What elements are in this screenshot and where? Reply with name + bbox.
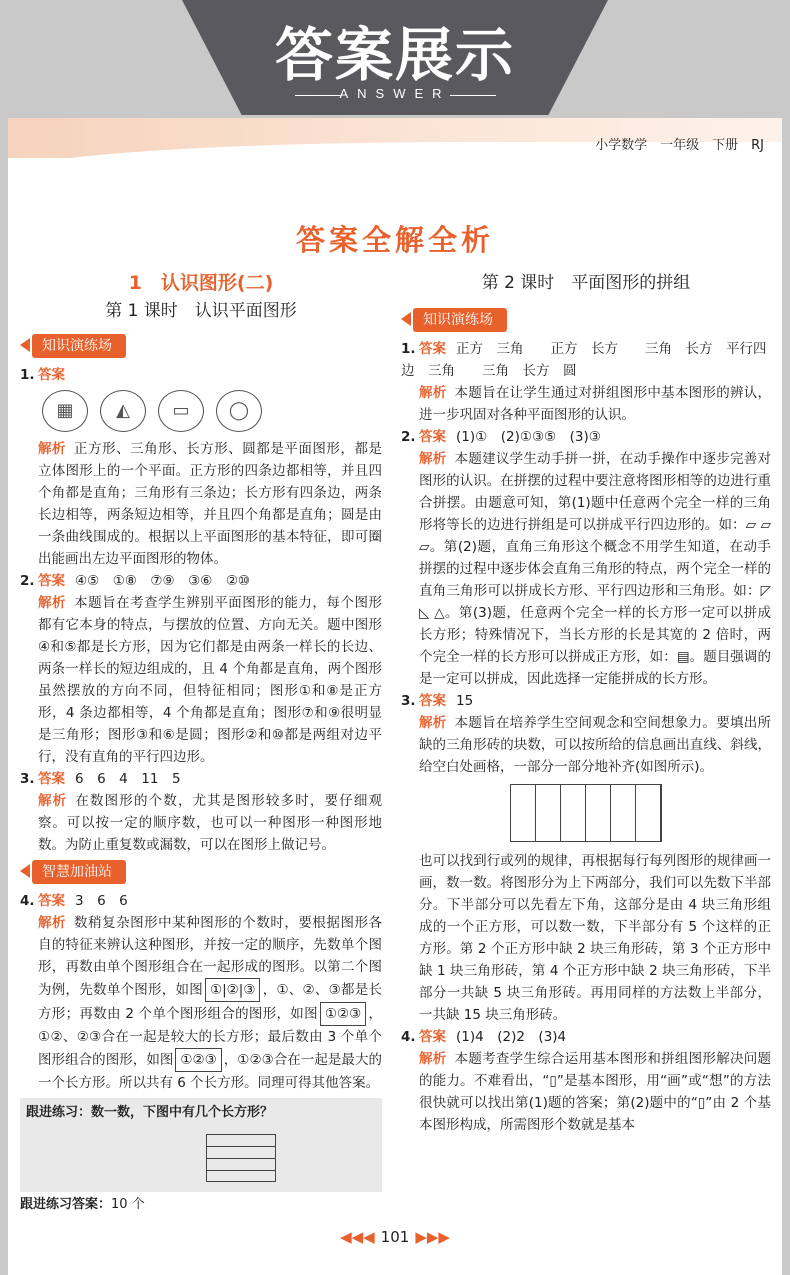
figure-box: ①②③ [175,1048,221,1072]
question-2 [20,570,382,768]
answer-label: 答案 [38,893,65,909]
question-4 [401,1026,771,1136]
page-header [0,0,790,118]
header-subtitle: ANSWER [339,86,451,101]
question-number: 2. [401,429,416,445]
analysis-text: 正方形、三角形、长方形、圆都是平面图形，都是立体图形上的一个平面。正方形的四条边都相等，并且四个角都是直角；三角形有三条边；长方形有四条边，两条长边相等，两条短边相等，并且四个角都是直角；圆是由一条曲线围成的。根据以上平面图形的基本特征，即可圈出能画出左边平面图形的物体。 [38,441,383,567]
analysis-label: 解析 [38,793,68,809]
analysis-text: 数稍复杂图形中某种图形的个数时，要根据图形各自的特征来辨认这种图形，并按一定的顺序，先数单个图形，再数由单个图形组合在一起形成的图形。以第二个图为例，先数单个图形，如图 [38,915,383,998]
answer-text: 3 6 6 [75,893,128,909]
chapter-title: 1 认识图形(二) [128,272,274,294]
analysis-text: 本题旨在考查学生辨别平面图形的能力，每个图形都有它本身的特点，与摆放的位置、方向无关。题中图形④和⑤都是长方形，因为它们都是由两条一样长的长边、两条一样长的短边组成的，且 4 个角都是直角，两个图形虽然摆放的方向不同，但特征相同；图形①和⑧是正方形，4 条边都相等，4 个角都是直角；图形⑦和⑨很明显是三角形；图形③和⑥是圆；图形②和⑩都是两组对边平行，没有直角的平行四边形。 [38,595,383,765]
figure-box: ①|②|③ [205,978,260,1002]
analysis-text: 本题考查学生综合运用基本图形和拼组图形解决问题的能力。不难看出，“▯”是基本图形，用“画”或“想”的方法很快就可以找出第(1)题的答案；第(2)题中的“▯”由 2 个基本图形构成，所需图形个数就是基本 [419,1051,772,1133]
answer-label: 答案 [419,693,446,709]
cube-icon: ▦ [42,390,88,432]
question-2 [401,426,771,690]
question-number: 3. [401,693,416,709]
rectangle-figure [206,1134,276,1182]
question-number: 4. [20,893,35,909]
box-icon: ▭ [158,390,204,432]
tile-grid-figure [510,784,662,842]
answer-label: 答案 [38,573,65,589]
answer-text: 正方 三角 正方 长方 三角 长方 平行四边 三角 三角 长方 圆 [401,341,767,379]
analysis-text: 也可以找到行或列的规律，再根据每行每列图形的规律画一画，数一数。将图形分为上下两部分，我们可以先数下半部分。下半部分可以先看左下角，这部分是由 4 块三角形组成的一个正方形，可以数一数，下半部分有 5 个这样的正方形。第 2 个正方形中缺 2 块三角形砖，第 3 个正方形中缺 1 块三角形砖，第 4 个正方形中缺 2 块三角形砖，下半部分一共缺 5 块三角形砖。再用同样的方法数上半部分，一共缺 15 块三角形砖。 [419,853,771,1023]
analysis-label: 解析 [38,595,67,611]
next-arrows-icon: ▶▶▶ [415,1228,450,1246]
answer-label: 答案 [419,1029,446,1045]
analysis-text: 本题旨在让学生通过对拼组图形中基本图形的辨认，进一步巩固对各种平面图形的认识。 [419,385,772,423]
question-number: 1. [20,367,35,383]
answer-label: 答案 [38,367,65,383]
answer-text: ④⑤ ①⑧ ⑦⑨ ③⑥ ②⑩ [75,573,251,589]
question-1 [401,338,771,426]
analysis-text: ，①②③合在一起是最大的一个长方形。所以共有 6 个长方形。同理可得其他答案。 [38,1052,383,1091]
main-title: 答案全解全析 [295,223,494,257]
follow-up-question: 跟进练习：数一数，下图中有几个长方形？ [26,1105,274,1120]
follow-answer-label: 跟进练习答案： [20,1197,112,1212]
section-tag: 智慧加油站 [32,860,126,884]
answer-label: 答案 [419,341,446,357]
answer-label: 答案 [419,429,446,445]
analysis-label: 解析 [38,915,67,931]
figure-box: ①②③ [320,1002,366,1026]
left-column [20,266,382,1216]
question-3 [401,690,771,1026]
answer-text: (1)① (2)①③⑤ (3)③ [456,429,601,445]
cup-icon: ◯ [216,390,262,432]
answer-label: 答案 [38,771,65,787]
question-number: 2. [20,573,35,589]
answer-text: (1)4 (2)2 (3)4 [456,1029,567,1045]
question-number: 3. [20,771,35,787]
lesson-title: 第 1 课时 认识平面图形 [105,301,297,321]
answer-text: 6 6 4 11 5 [75,771,181,787]
right-column [401,266,771,1136]
answer-page [8,118,782,1275]
page-number [8,1228,782,1246]
analysis-label: 解析 [419,385,447,401]
header-title: 答案展示 [274,21,515,89]
analysis-label: 解析 [419,715,447,731]
lesson-title: 第 2 课时 平面图形的拼组 [481,273,691,293]
prev-arrows-icon: ◀◀◀ [340,1228,375,1246]
follow-answer: 10 个 [111,1197,145,1212]
analysis-text: 在数图形的个数，尤其是图形较多时，要仔细观察。可以按一定的顺序数，也可以一种图形一种图形地数。为防止重复数或漏数，可以在图形上做记号。 [38,793,383,853]
subject-line: 小学数学 一年级 下册 RJ [595,138,764,153]
analysis-text: 本题旨在培养学生空间观念和空间想象力。要填出所缺的三角形砖的块数，可以按所给的信息画出直线、斜线，给空白处画格，一部分一部分地补齐(如图所示)。 [419,715,772,775]
question-3 [20,768,382,856]
answer-text: 15 [456,693,474,709]
analysis-label: 解析 [419,451,447,467]
analysis-text: 本题建议学生动手拼一拼，在动手操作中逐步完善对图形的认识。在拼摆的过程中要注意将图形相等的边进行重合拼摆。由题意可知，第(1)题中任意两个完全一样的三角形将等长的边进行拼组是可以拼成平行四边形的。如：▱ ▱ ▱。第(2)题，直角三角形这个概念不用学生知道，在动手拼摆的过程中逐步体会直角三角形的特点，两个完全一样的直角三角形可以拼成长方形、平行四边形和三角形。如：◸ ◺ △。第(3)题，任意两个完全一样的长方形一定可以拼成长方形；特殊情况下，当长方形的长是其宽的 2 倍时，两个完全一样的长方形可以拼成正方形，如：▤。题目强调的是一定可以拼成，因此选择一定能拼成的长方形。 [419,451,772,687]
page-number-text: 101 [380,1228,410,1246]
analysis-text: ，①②、②③合在一起是较大的长方形；最后数由 3 个单个图形组合的图形，如图 [38,1006,382,1068]
analysis-text: ，①、②、③都是长方形；再数由 2 个单个图形组合的图形，如图 [38,982,383,1022]
cake-icon: ◭ [100,390,146,432]
analysis-label: 解析 [38,441,67,457]
question-number: 4. [401,1029,416,1045]
section-tag: 知识演练场 [413,308,507,332]
question-4 [20,890,382,1094]
question-1 [20,364,382,570]
analysis-label: 解析 [419,1051,447,1067]
follow-up-practice [20,1098,382,1192]
section-tag: 知识演练场 [32,334,126,358]
question-number: 1. [401,341,416,357]
object-icons [20,390,382,432]
